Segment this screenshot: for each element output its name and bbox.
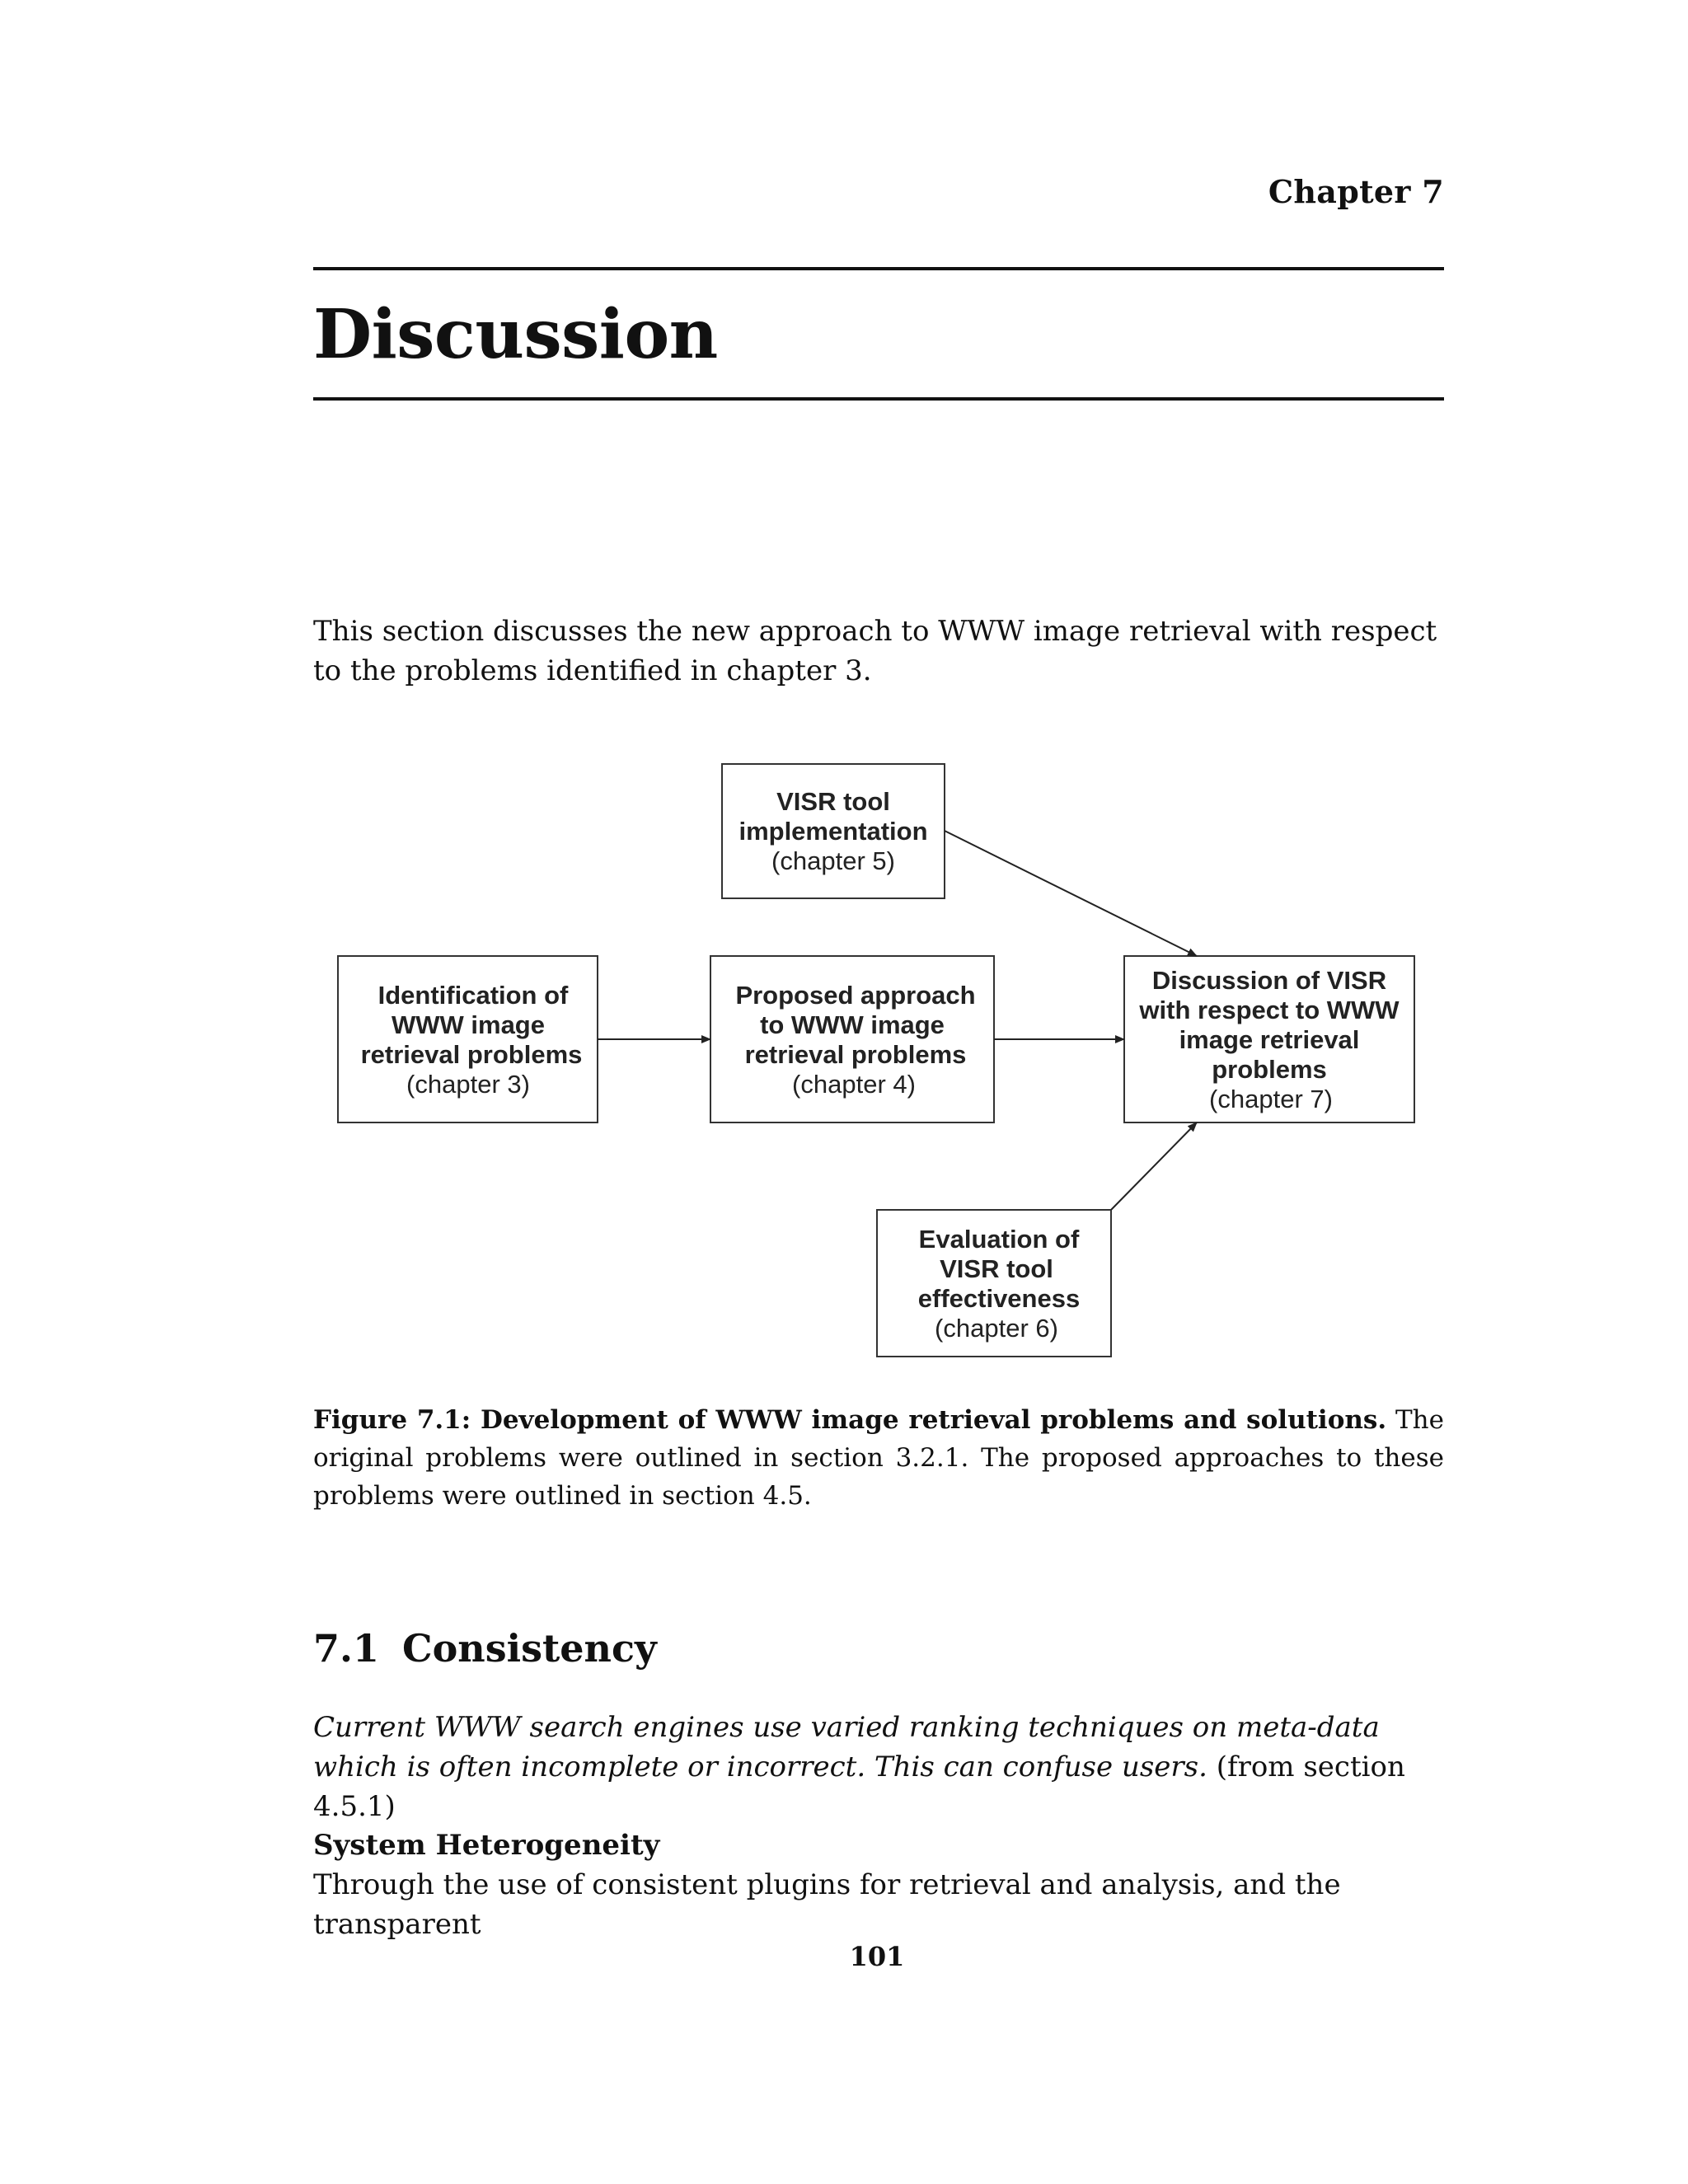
title-rule-bottom: [313, 397, 1444, 401]
node-visr-implementation-ref: (chapter 5): [771, 846, 895, 875]
figure-caption: [313, 1401, 1444, 1515]
subsection-heading: System Heterogeneity: [313, 1829, 660, 1862]
node-visr-implementation: [722, 764, 945, 898]
quote-source: (from section 4.5.1): [313, 1750, 1405, 1823]
node-discussion-line-2: with respect to WWW: [1139, 996, 1400, 1024]
chapter-label: Chapter 7: [1268, 173, 1444, 210]
node-proposed-approach: [710, 956, 994, 1122]
subsection-body: Through the use of consistent plugins for retrieval and analysis, and the transparent: [313, 1868, 1341, 1941]
arrow-evaluation-to-discussion: [1111, 1122, 1197, 1210]
node-discussion-line-1: Discussion of VISR: [1151, 966, 1387, 995]
node-discussion-line-3: image retrieval: [1179, 1025, 1360, 1054]
node-identification-line-2: WWW image: [392, 1010, 545, 1039]
page-number: 101: [849, 1941, 905, 1972]
node-proposed-approach-line-1: Proposed approach: [735, 981, 976, 1010]
arrow-implementation-to-discussion: [945, 831, 1197, 956]
node-identification: [338, 956, 598, 1122]
node-proposed-approach-line-3: retrieval problems: [744, 1040, 967, 1069]
figure-caption-body: The original problems were outlined in section 3.2.1. The proposed approaches to these problems were outlined in section 4.5.: [313, 1405, 1444, 1511]
quote-italic-text: Current WWW search engines use varied ranking techniques on meta-data which is often incomplete or incorrect. This can confuse users.: [313, 1711, 1380, 1783]
node-identification-line-3: retrieval problems: [360, 1040, 583, 1069]
chapter-title: Discussion: [313, 295, 718, 374]
node-evaluation-line-2: VISR tool: [940, 1254, 1053, 1283]
section-number: 7.1: [313, 1626, 380, 1671]
title-rule-top: [313, 267, 1444, 270]
node-evaluation-line-3: effectiveness: [917, 1284, 1081, 1313]
intro-paragraph: This section discusses the new approach to WWW image retrieval with respect to the problems identified in chapter 3.: [313, 615, 1437, 687]
node-discussion-ref: (chapter 7): [1209, 1085, 1333, 1113]
node-evaluation-ref: (chapter 6): [935, 1314, 1058, 1343]
flow-diagram: [313, 742, 1444, 1385]
node-identification-line-1: Identification of: [377, 981, 569, 1010]
node-discussion-line-4: problems: [1212, 1055, 1327, 1084]
section-heading: [313, 1624, 657, 1673]
node-visr-implementation-line-1: VISR tool: [776, 787, 890, 816]
figure-caption-title: Figure 7.1: Development of WWW image retrieval problems and solutions.: [313, 1405, 1387, 1435]
node-evaluation: [877, 1210, 1111, 1357]
node-proposed-approach-ref: (chapter 4): [792, 1070, 916, 1099]
node-visr-implementation-line-2: implementation: [738, 817, 928, 846]
node-identification-ref: (chapter 3): [406, 1070, 530, 1099]
node-discussion: [1124, 956, 1414, 1122]
section-title: Consistency: [402, 1626, 657, 1671]
section-quote: [313, 1708, 1444, 1826]
node-evaluation-line-1: Evaluation of: [918, 1225, 1080, 1254]
node-proposed-approach-line-2: to WWW image: [760, 1010, 945, 1039]
